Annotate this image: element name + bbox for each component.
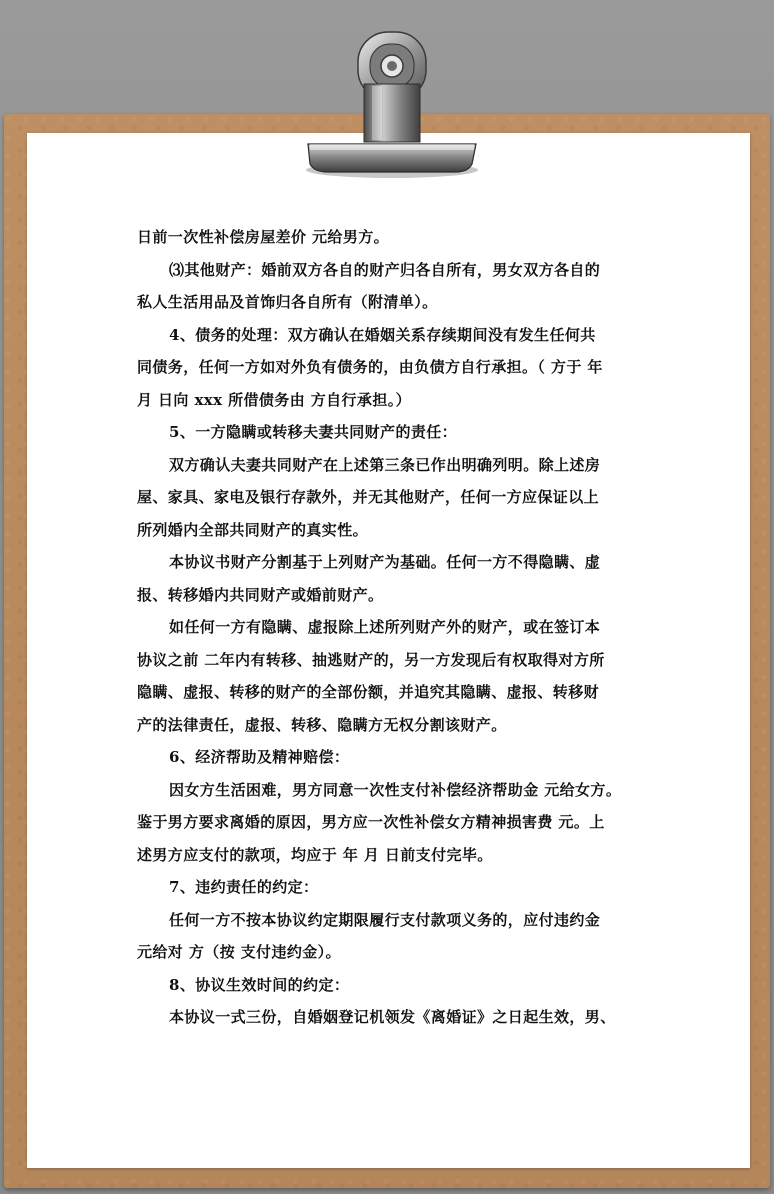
document-line: ⑶其他财产：婚前双方各自的财产归各自所有，男女双方各自的 (169, 260, 601, 279)
document-line: 本协议书财产分割基于上列财产为基础。任何一方不得隐瞒、虚 (169, 553, 601, 571)
binder-clip-icon (300, 24, 480, 184)
document-line: 协议之前 二年内有转移、抽逃财产的，另一方发现后有权取得对方所 (137, 650, 605, 669)
document-line: 同债务，任何一方如对外负有债务的，由负债方自行承担。（ 方于 年 (137, 358, 603, 376)
document-line: 4、债务的处理：双方确认在婚姻关系存续期间没有发生任何共 (169, 325, 596, 344)
document-line: 因女方生活困难，男方同意一次性支付补偿经济帮助金 元给女方。 (169, 780, 622, 799)
document-line: 任何一方不按本协议约定期限履行支付款项义务的，应付违约金 (169, 910, 601, 929)
document-line: 私人生活用品及首饰归各自所有（附清单）。 (137, 293, 438, 311)
document-line: 月 日向 xxx 所借债务由 方自行承担。） (137, 390, 412, 409)
document-line: 5、一方隐瞒或转移夫妻共同财产的责任： (169, 423, 458, 441)
document-line: 双方确认夫妻共同财产在上述第三条已作出明确列明。除上述房 (169, 455, 601, 474)
document-line: 隐瞒、虚报、转移的财产的全部份额，并追究其隐瞒、虚报、转移财 (137, 683, 600, 701)
document-line: 6、经济帮助及精神赔偿： (169, 748, 350, 766)
document-line: 鉴于男方要求离婚的原因，男方应一次性补偿女方精神损害费 元。上 (137, 813, 605, 831)
document-line: 屋、家具、家电及银行存款外，并无其他财产，任何一方应保证以上 (137, 488, 600, 506)
document-line: 产的法律责任，虚报、转移、隐瞒方无权分割该财产。 (137, 715, 507, 734)
document-line: 所列婚内全部共同财产的真实性。 (137, 520, 369, 539)
document-line: 本协议一式三份，自婚姻登记机领发《离婚证》之日起生效，男、 (169, 1008, 616, 1026)
document-line: 日前一次性补偿房屋差价 元给男方。 (137, 228, 390, 246)
document-line: 报、转移婚内共同财产或婚前财产。 (137, 585, 384, 604)
document-line: 7、违约责任的约定： (169, 878, 319, 896)
document-line: 8、协议生效时间的约定： (169, 975, 350, 994)
document-line: 元给对 方（按 支付违约金）。 (137, 943, 341, 961)
document-line: 如任何一方有隐瞒、虚报除上述所列财产外的财产，或在签订本 (169, 618, 601, 636)
document-body (137, 221, 637, 1034)
document-line: 述男方应支付的款项，均应于 年 月 日前支付完毕。 (137, 845, 493, 864)
